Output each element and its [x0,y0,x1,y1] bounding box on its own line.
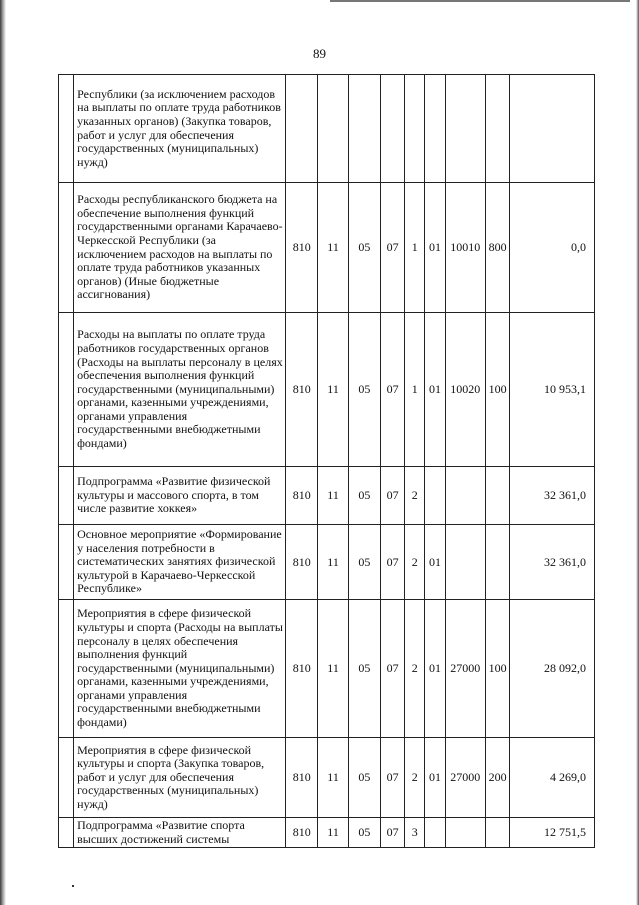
ministry-code [286,75,318,183]
direction-code [445,818,485,848]
subprogram-code: 1 [405,313,425,467]
row-name: Мероприятия в сфере физической культуры и спорта (Закупка товаров, работ и услуг для обеспечения государственных (муниципальных) нужд) [74,738,286,818]
amount: 32 361,0 [510,525,595,600]
subprogram-code [405,75,425,183]
row-marker-cell [59,738,74,818]
subsection-code: 05 [348,467,380,525]
scan-left-edge [0,0,6,905]
row-marker-cell [59,818,74,848]
row-marker-cell [59,600,74,738]
budget-table [58,74,595,848]
section-code: 11 [318,313,348,467]
activity-code: 01 [425,313,445,467]
amount: 28 092,0 [510,600,595,738]
subsection-code: 05 [348,738,380,818]
subprogram-code: 2 [405,467,425,525]
row-name: Подпрограмма «Развитие спорта высших достижений системы [74,818,286,848]
expense-type-code: 100 [485,313,509,467]
ministry-code: 810 [286,313,318,467]
section-code: 11 [318,467,348,525]
expense-type-code [485,467,509,525]
expense-type-code: 800 [485,183,509,313]
program-code: 07 [380,183,404,313]
subsection-code: 05 [348,313,380,467]
ministry-code: 810 [286,183,318,313]
activity-code: 01 [425,183,445,313]
activity-code: 01 [425,738,445,818]
row-name: Республики (за исключением расходов на выплаты по оплате труда работников указанных органов) (Закупка товаров, работ и услуг для обеспечения государственных (муниципальных) нужд) [74,75,286,183]
table-row [59,183,595,313]
expense-type-code: 100 [485,600,509,738]
table-row [59,738,595,818]
direction-code: 27000 [445,738,485,818]
subsection-code: 05 [348,183,380,313]
table-row [59,75,595,183]
subprogram-code: 2 [405,525,425,600]
subsection-code: 05 [348,818,380,848]
subsection-code: 05 [348,600,380,738]
section-code: 11 [318,600,348,738]
section-code [318,75,348,183]
program-code: 07 [380,467,404,525]
amount: 4 269,0 [510,738,595,818]
program-code: 07 [380,738,404,818]
direction-code: 27000 [445,600,485,738]
program-code: 07 [380,600,404,738]
section-code: 11 [318,818,348,848]
expense-type-code [485,525,509,600]
section-code: 11 [318,738,348,818]
direction-code: 10010 [445,183,485,313]
subprogram-code: 2 [405,600,425,738]
activity-code: 01 [425,600,445,738]
amount: 0,0 [510,183,595,313]
direction-code: 10020 [445,313,485,467]
row-name: Расходы республиканского бюджета на обеспечение выполнения функций государственными органами Карачаево-Черкесской Республики (за исключением расходов на выплаты по оплате труда работников указанных органов) (Иные бюджетные ассигнования) [74,183,286,313]
amount: 32 361,0 [510,467,595,525]
row-marker-cell [59,313,74,467]
expense-type-code: 200 [485,738,509,818]
direction-code [445,75,485,183]
program-code: 07 [380,818,404,848]
row-name: Расходы на выплаты по оплате труда работников государственных органов (Расходы на выплаты персоналу в целях обеспечения выполнения функций государственными (муниципальными) органами, казенными учреждениями, органами управления государственными внебюджетными фондами) [74,313,286,467]
program-code [380,75,404,183]
amount: 10 953,1 [510,313,595,467]
scan-speck [72,885,74,887]
amount [510,75,595,183]
subprogram-code: 2 [405,738,425,818]
direction-code [445,525,485,600]
row-marker-cell [59,183,74,313]
program-code: 07 [380,313,404,467]
subsection-code: 05 [348,525,380,600]
expense-type-code [485,818,509,848]
activity-code [425,467,445,525]
ministry-code: 810 [286,467,318,525]
activity-code [425,818,445,848]
subprogram-code: 1 [405,183,425,313]
program-code: 07 [380,525,404,600]
row-name: Мероприятия в сфере физической культуры и спорта (Расходы на выплаты персоналу в целях обеспечения выполнения функций государственными (муниципальными) органами, казенными учреждениями, органами управления государственными внебюджетными фондами) [74,600,286,738]
amount: 12 751,5 [510,818,595,848]
table-row [59,600,595,738]
row-marker-cell [59,525,74,600]
ministry-code: 810 [286,738,318,818]
section-code: 11 [318,525,348,600]
ministry-code: 810 [286,525,318,600]
subprogram-code: 3 [405,818,425,848]
page-number: 89 [313,46,326,61]
expense-type-code [485,75,509,183]
section-code: 11 [318,183,348,313]
table-row [59,818,595,848]
ministry-code: 810 [286,818,318,848]
row-marker-cell [59,75,74,183]
activity-code: 01 [425,525,445,600]
scan-top-edge [330,0,630,2]
row-name: Подпрограмма «Развитие физической культуры и массового спорта, в том числе развитие хоккея» [74,467,286,525]
subsection-code [348,75,380,183]
activity-code [425,75,445,183]
row-marker-cell [59,467,74,525]
table-row [59,313,595,467]
table-row [59,525,595,600]
direction-code [445,467,485,525]
row-name: Основное мероприятие «Формирование у населения потребности в систематических занятиях физической культурой в Карачаево-Черкесской Республике» [74,525,286,600]
ministry-code: 810 [286,600,318,738]
table-row [59,467,595,525]
